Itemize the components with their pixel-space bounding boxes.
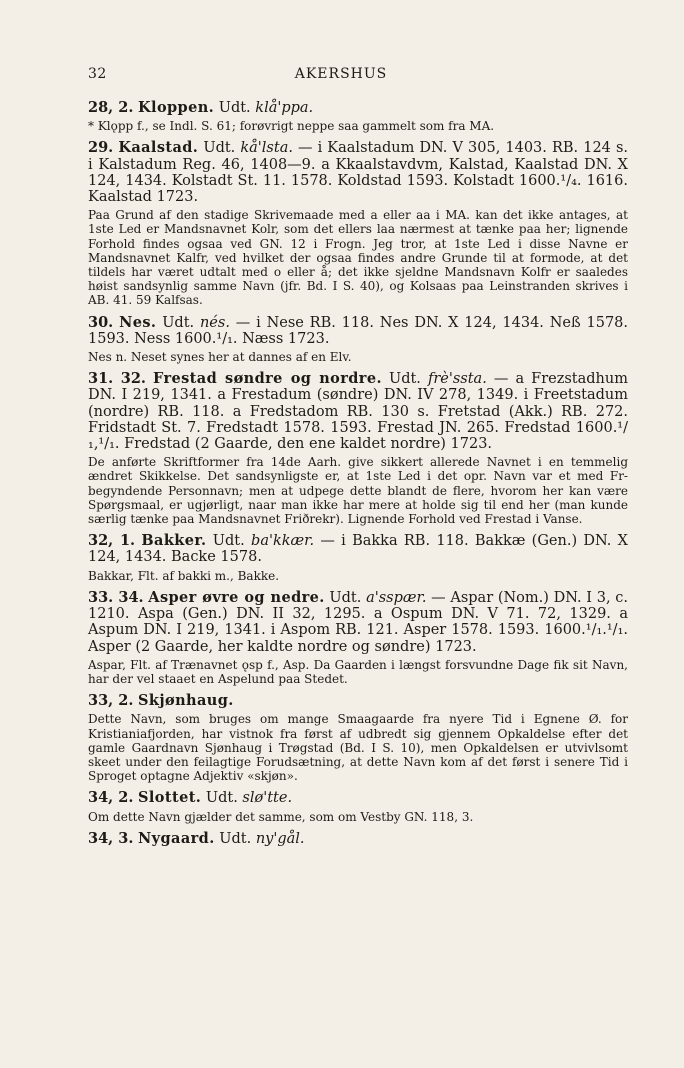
pronunciation: frè'ssta. — [427, 371, 487, 388]
entry — [88, 831, 628, 847]
page-number: 32 — [88, 66, 107, 82]
farm-name: Kloppen. — [138, 99, 215, 116]
entry-heading — [88, 693, 628, 709]
farm-number: 34, 3. — [88, 829, 134, 847]
entry — [88, 790, 628, 823]
pronunciation: kå'lsta. — [240, 140, 293, 157]
farm-number: 33. 34. — [88, 588, 144, 606]
farm-number: 32, 1. — [88, 532, 136, 550]
etymology-note: De anførte Skriftformer fra 14de Aarh. give sikkert allerede Navnet i en temmelig ændret Skikkelse. Det sandsynligste er, at 1ste Led i det opr. Navn var et med Fr- begyndende Personnavn; men at udpege dette blandt de flere, hvorom her kan være Spørgsmaal, er ugjørligt, naar man ikke har mere at holde sig til end her (man kunde særlig tænke paa Mandsnavnet Friðrekr). Lignende Forhold ved Frestad i Vanse. — [88, 455, 628, 527]
farm-name: Nes. — [119, 313, 157, 331]
pronunciation: ba'kkær. — [251, 533, 315, 550]
farm-number: 28, 2. — [88, 99, 134, 116]
running-title: AKERSHUS — [294, 66, 388, 82]
entry-heading — [88, 140, 628, 205]
pronunciation-label: Udt. — [329, 589, 362, 606]
farm-name: Asper øvre og nedre. — [148, 588, 325, 606]
farm-name: Frestad søndre og nordre. — [153, 370, 382, 388]
entry-heading — [88, 831, 628, 847]
farm-name: Skjønhaug. — [138, 692, 234, 710]
pronunciation: slø'tte. — [242, 790, 293, 807]
entry-heading — [88, 590, 628, 655]
entry-heading — [88, 533, 628, 565]
farm-number: 34, 2. — [88, 789, 134, 807]
farm-name: Kaalstad. — [118, 139, 199, 157]
farm-number: 33, 2. — [88, 692, 134, 710]
farm-name: Bakker. — [141, 532, 207, 550]
entry — [88, 590, 628, 686]
entry-heading — [88, 371, 628, 452]
farm-number: 31. 32. — [88, 370, 146, 388]
pronunciation-label: Udt. — [203, 140, 236, 157]
etymology-note: Om dette Navn gjælder det samme, som om Vestby GN. 118, 3. — [88, 809, 474, 824]
etymology-note: Paa Grund af den stadige Skrivemaade med a eller aa i MA. kan det ikke antages, at 1ste Led er Mandsnavnet Kolr, som det ellers laa nærmest at tænke paa her; lignende Forhold findes ogsaa ved GN. 12 i Frogn. Jeg tror, at 1ste Led i disse Navne er Mandsnavnet Kalfr, ved hvilket der ogsaa findes andre Grunde til at formode, at det tildels har været udtalt med o eller å; det ikke sjeldne Mandsnavn Kolfr er saaledes høist sandsynlig samme Navn (jfr. Bd. I S. 40), og Kolsaas paa Leinstranden skrives i AB. 41. 59 Kalfsas. — [88, 208, 628, 308]
entry — [88, 693, 628, 783]
historical-forms: — i Bakka RB. 118. Bakkæ (Gen.) DN. X 124, 1434. Backe 1578. — [88, 533, 628, 566]
historical-forms: — i Nese RB. 118. Nes DN. X 124, 1434. Neß 1578. 1593. Ness 1600.¹/₁. Næss 1723. — [88, 314, 629, 347]
etymology-note: * Klǫpp f., se Indl. S. 61; forøvrigt neppe saa gammelt som fra MA. — [88, 119, 495, 134]
entry-heading — [88, 100, 628, 116]
pronunciation-label: Udt. — [219, 830, 252, 847]
pronunciation-label: Udt. — [162, 314, 195, 331]
pronunciation-label: Udt. — [212, 533, 245, 550]
farm-name: Slottet. — [138, 789, 202, 807]
entry — [88, 315, 628, 365]
entry — [88, 533, 628, 583]
farm-name: Nygaard. — [138, 829, 215, 847]
entry — [88, 140, 628, 307]
farm-number: 29. — [88, 139, 114, 157]
historical-forms: — Aspar (Nom.) DN. I 3, c. 1210. Aspa (Gen.) DN. II 32, 1295. a Ospum DN. V 71. 72, 1329. a Aspum DN. I 219, 1341. i Aspom RB. 121. Asper 1578. 1593. 1600.¹/₁.¹/₁. Asper (2 Gaarde, her kaldte nordre og søndre) 1723. — [88, 589, 628, 655]
historical-forms: — i Kaalstadum DN. V 305, 1403. RB. 124 s. i Kalstadum Reg. 46, 1408—9. a Kkaalstavdvm, Kalstad, Kaalstad DN. X 124, 1434. Kolstadt St. 11. 1578. Koldstad 1593. Kolstadt 1600.¹/₄. 1616. Kaalstad 1723. — [88, 140, 629, 206]
running-header — [88, 66, 594, 86]
pronunciation-label: Udt. — [388, 371, 421, 388]
entry-heading — [88, 790, 628, 806]
historical-forms: — a Frezstadhum DN. I 219, 1341. a Frestadum (søndre) DN. IV 278, 1349. i Freetstadum (nordre) RB. 118. a Fredstadom RB. 130 s. Fretstad (Akk.) RB. 272. Fridstadt St. 7. Fredstadt 1578. 1593. Frestad JN. 265. Fredstad 1600.¹/₁,¹/₁. Fredstad (2 Gaarde, den ene kaldet nordre) 1723. — [88, 371, 628, 453]
pronunciation: ny'gål. — [255, 830, 305, 847]
entry-heading — [88, 315, 628, 347]
pronunciation: klå'ppa. — [255, 100, 314, 116]
farm-number: 30. — [88, 313, 114, 331]
entry — [88, 371, 628, 526]
etymology-note: Dette Navn, som bruges om mange Smaagaarde fra nyere Tid i Egnene Ø. for Kristianiafjorden, har vistnok fra først af udbredt sig gjennem Opkaldelse efter det gamle Gaardnavn Sjønhaug i Trøgstad (Bd. I S. 10), men Opkaldelsen er utvivlsomt skeet under den feilagtige Forudsætning, at dette Navn kom af det først i senere Tid i Sproget optagne Adjektiv «skjøn». — [88, 712, 628, 784]
etymology-note: Bakkar, Flt. af bakki m., Bakke. — [88, 568, 280, 583]
pronunciation-label: Udt. — [205, 790, 238, 807]
pronunciation: nés. — [199, 314, 230, 331]
etymology-note: Nes n. Neset synes her at dannes af en Elv. — [88, 350, 352, 365]
entries-list — [88, 100, 628, 854]
entry — [88, 100, 628, 133]
pronunciation-label: Udt. — [218, 100, 251, 116]
pronunciation: a'sspær. — [366, 589, 427, 606]
etymology-note: Aspar, Flt. af Trænavnet ǫsp f., Asp. Da Gaarden i længst forsvundne Dage fik sit Navn, har der vel staaet en Aspelund paa Stedet. — [88, 657, 628, 686]
